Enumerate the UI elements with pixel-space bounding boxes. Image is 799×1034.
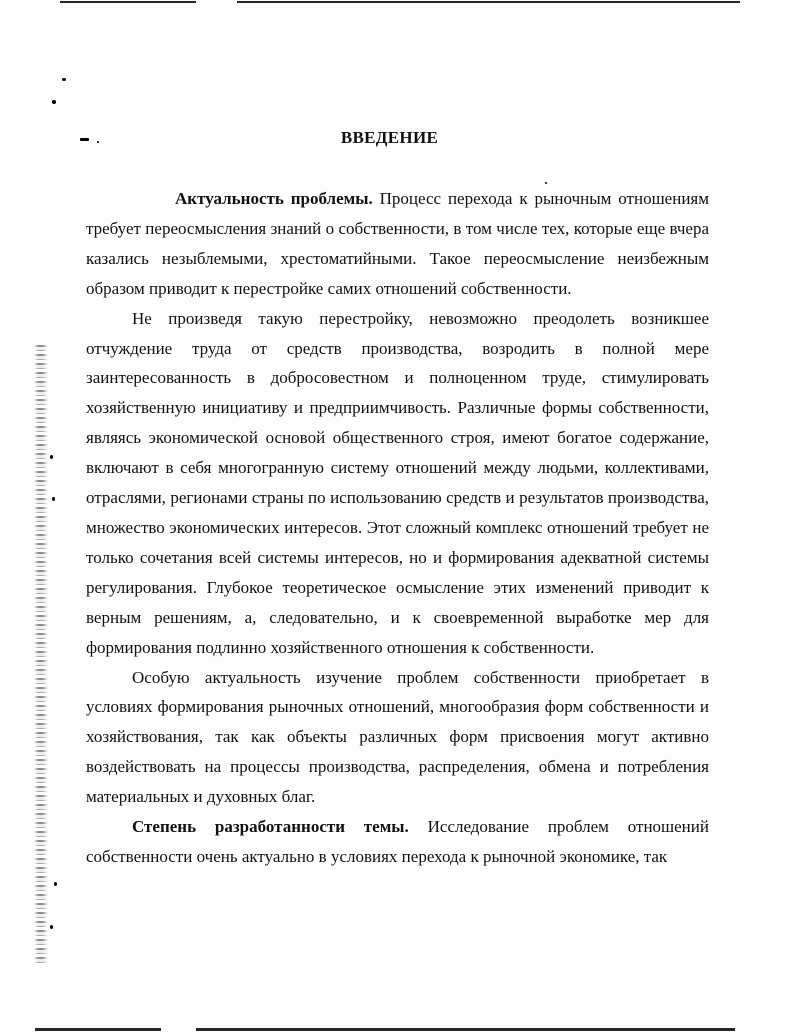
scan-speck: [62, 78, 66, 81]
scan-speck: [50, 925, 53, 929]
scan-speck: [54, 882, 57, 886]
paragraph-lead: Актуальность проблемы.: [175, 189, 373, 208]
paragraph-text: Процесс перехода к рыночным отношениям требует переосмысления знаний о собственности, в том числе тех, которые еще вчера казались незыблемыми, хрестоматийными. Такое переосмысление неизбежным образом приводит к перестройке самих отношений собственности.: [86, 189, 709, 298]
scan-speck: [52, 497, 55, 501]
scan-speck: [52, 100, 56, 104]
paragraph-text: Исследование проблем отношений собственности очень актуально в условиях перехода к рыночной экономике, так: [86, 817, 709, 866]
paragraph-lead: Степень разработанности темы.: [132, 817, 409, 837]
paragraph-market-relations: [86, 663, 709, 813]
scan-edge-left: [34, 345, 48, 965]
document-body: [86, 184, 709, 872]
document-title: ВВЕДЕНИЕ: [340, 128, 439, 147]
scan-speck: [50, 455, 53, 459]
paragraph-text: Не произведя такую перестройку, невозможно преодолеть возникшее отчуждение труда от средств производства, возродить в полной мере заинтересованность в добросовестном и полноценном труде, стимулировать хозяйственную инициативу и предприимчивость. Различные формы собственности, являясь экономической основой общественного строя, имеют богатое содержание, включают в себя многогранную систему отношений между людьми, коллективами, отраслями, регионами страны по использованию средств и результатов производства, множество экономических интересов. Этот сложный комплекс отношений требует не только сочетания всей системы интересов, но и формирования адекватной системы регулирования. Глубокое теоретическое осмысление этих изменений приводит к верным решениям, а, следовательно, и к своевременной выработке мер для формирования подлинно хозяйственного отношения к собственности.: [86, 308, 709, 657]
scan-edge-bottom: [35, 1028, 735, 1031]
paragraph-text: Особую актуальность изучение проблем собственности приобретает в условиях формирования рыночных отношений, многообразия форм собственности и хозяйствования, так как объекты различных форм присвоения могут активно воздействовать на процессы производства, распределения, обмена и потребления материальных и духовных благ.: [86, 667, 709, 807]
paragraph-degree-of-study: [86, 812, 709, 872]
paragraph-relevance: [86, 184, 709, 304]
paragraph-restructuring: [86, 304, 709, 663]
scan-edge-top: [60, 1, 740, 3]
